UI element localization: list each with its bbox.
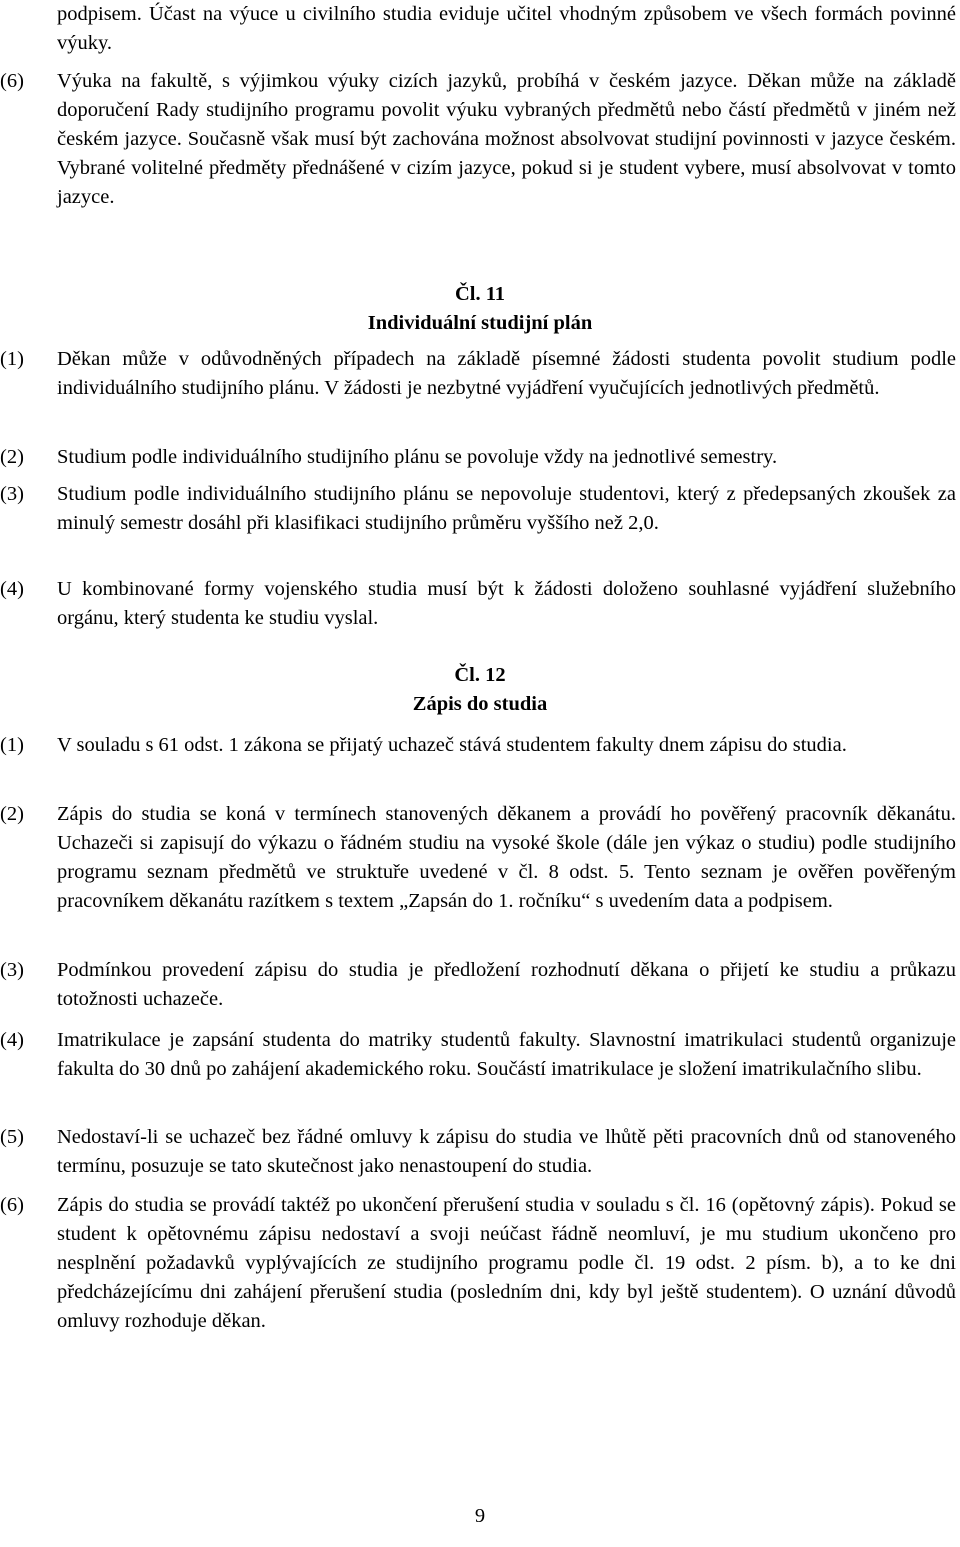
- paragraph-number: (5): [0, 1126, 24, 1148]
- article-12-paragraph-2: Zápis do studia se koná v termínech stanovených děkanem a provádí ho pověřený pracovník děkanátu. Uchazeči si zapisují do výkazu o řádném studiu na vysoké škole (dále jen výkaz o studiu) podle studijního programu seznam předmětů ve struktuře uvedené v čl. 8 odst. 5. Tento seznam je ověřen pověřeným pracovníkem děkanátu razítkem s textem „Zapsán do 1. ročníku“ s uvedením data a podpisem.: [57, 803, 956, 912]
- paragraph-number: (4): [0, 578, 24, 600]
- paragraph-number: (1): [0, 348, 24, 370]
- article-12-paragraph-4: Imatrikulace je zapsání studenta do matriky studentů fakulty. Slavnostní imatrikulaci studentů organizuje fakulta do 30 dnů po zahájení akademického roku. Součástí imatrikulace je složení imatrikulačního slibu.: [57, 1029, 956, 1080]
- article-12-paragraph-6: Zápis do studia se provádí taktéž po ukončení přerušení studia v souladu s čl. 16 (opětovný zápis). Pokud se student k opětovnému zápisu nedostaví a svoji neúčast řádně neomluví, je mu studium ukončeno pro nesplnění požadavků vyplývajících ze studijního programu podle čl. 19 odst. 2 písm. b), a to ke dni předcházejícímu dni zahájení přerušení studia (posledním dni, kdy byl ještě studentem). O uznání důvodů omluvy rozhoduje děkan.: [57, 1194, 956, 1332]
- article-12-paragraph-3: Podmínkou provedení zápisu do studia je předložení rozhodnutí děkana o přijetí ke studiu a průkazu totožnosti uchazeče.: [57, 959, 956, 1010]
- paragraph-number: (1): [0, 734, 24, 756]
- article-11-number: Čl. 11: [454, 283, 506, 305]
- article-12-number: Čl. 12: [454, 664, 506, 686]
- article-11-paragraph-4: U kombinované formy vojenského studia musí být k žádosti doloženo souhlasné vyjádření služebního orgánu, který studenta ke studiu vyslal.: [57, 578, 956, 629]
- paragraph-6-text: Výuka na fakultě, s výjimkou výuky cizích jazyků, probíhá v českém jazyce. Děkan může na základě doporučení Rady studijního programu povolit výuku vybraných předmětů nebo částí předmětů v jiném než českém jazyce. Současně však musí být zachována možnost absolvovat studijní povinnosti v jazyce českém. Vybrané volitelné předměty přednášené v cizím jazyce, pokud si je student vybere, musí absolvovat v tomto jazyce.: [57, 70, 956, 208]
- article-12-paragraph-5: Nedostaví-li se uchazeč bez řádné omluvy k zápisu do studia ve lhůtě pěti pracovních dnů od stanoveného termínu, posuzuje se tato skutečnost jako nenastoupení do studia.: [57, 1126, 956, 1177]
- article-11-paragraph-2: Studium podle individuálního studijního plánu se povoluje vždy na jednotlivé semestry.: [57, 446, 778, 468]
- article-12-title: Zápis do studia: [412, 693, 548, 715]
- article-12-paragraph-1: V souladu s 61 odst. 1 zákona se přijatý uchazeč stává studentem fakulty dnem zápisu do studia.: [57, 734, 847, 756]
- article-11-paragraph-3: Studium podle individuálního studijního plánu se nepovoluje studentovi, který z předepsaných zkoušek za minulý semestr dosáhl při klasifikaci studijního průměru vyššího než 2,0.: [57, 483, 956, 534]
- page-number: 9: [474, 1505, 486, 1527]
- paragraph-number: (2): [0, 446, 24, 468]
- paragraph-number: (6): [0, 70, 24, 92]
- paragraph-number: (3): [0, 959, 24, 981]
- article-11-title: Individuální studijní plán: [367, 312, 593, 334]
- paragraph-number: (2): [0, 803, 24, 825]
- article-11-paragraph-1: Děkan může v odůvodněných případech na základě písemné žádosti studenta povolit studium podle individuálního studijního plánu. V žádosti je nezbytné vyjádření vyučujících jednotlivých předmětů.: [57, 348, 956, 399]
- continuation-paragraph: podpisem. Účast na výuce u civilního studia eviduje učitel vhodným způsobem ve všech formách povinné výuky.: [57, 3, 956, 54]
- paragraph-number: (6): [0, 1194, 24, 1216]
- paragraph-number: (3): [0, 483, 24, 505]
- paragraph-number: (4): [0, 1029, 24, 1051]
